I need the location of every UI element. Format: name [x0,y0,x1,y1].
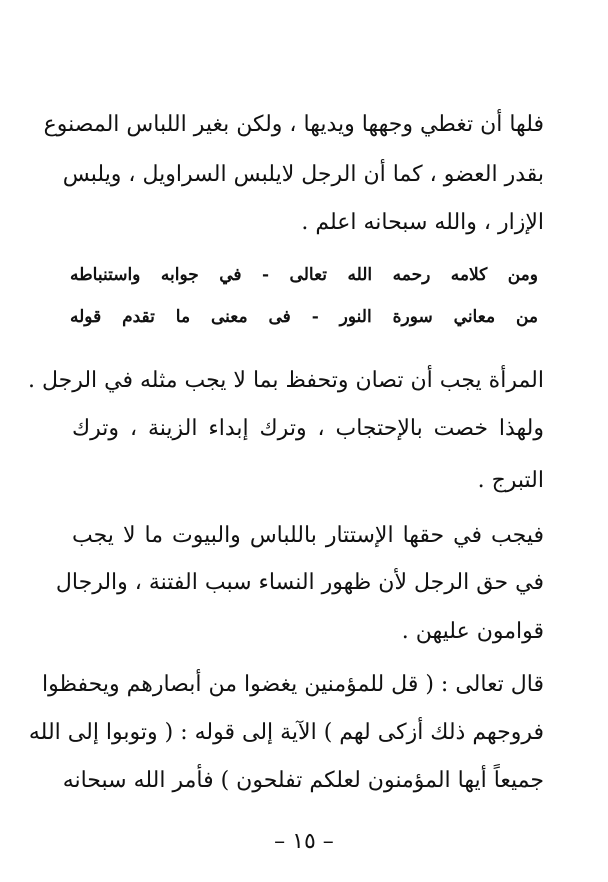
page-number: – ١٥ – [274,829,334,854]
section-heading-line-1: ومن كلامه رحمه الله تعالى - في جوابه واستنباطه [70,265,538,285]
body-paragraph-2-line-3: قوامون عليهن . [401,619,544,644]
section-heading-line-2: من معاني سورة النور - فى معنى ما تقدم قوله [70,307,538,327]
body-paragraph-1-line-3: التبرج . [477,468,544,493]
body-paragraph-1-line-2: ولهذا خصت بالإحتجاب ، وترك إبداء الزينة ، وترك [72,416,544,441]
body-paragraph-2-line-2: في حق الرجل لأن ظهور النساء سبب الفتنة ، والرجال [55,570,544,595]
paragraph-1-line-3: الإزار ، والله سبحانه اعلم . [301,210,544,235]
body-paragraph-1-line-1: المرأة يجب أن تصان وتحفظ بما لا يجب مثله في الرجل . [27,368,544,393]
body-paragraph-3-line-1: قال تعالى : ( قل للمؤمنين يغضوا من أبصارهم ويحفظوا [42,672,544,697]
paragraph-1-line-2: بقدر العضو ، كما أن الرجل لايلبس السراويل ، ويلبس [62,162,544,187]
body-paragraph-2-line-1: فيجب في حقها الإستتار باللباس والبيوت ما لا يجب [72,523,544,548]
body-paragraph-3-line-3: جميعاً أيها المؤمنون لعلكم تفلحون ) فأمر الله سبحانه [62,768,544,793]
paragraph-1-line-1: فلها أن تغطي وجهها ويديها ، ولكن بغير اللباس المصنوع [43,112,544,137]
body-paragraph-3-line-2: فروجهم ذلك أزكى لهم ) الآية إلى قوله : ( وتوبوا إلى الله [28,720,544,745]
